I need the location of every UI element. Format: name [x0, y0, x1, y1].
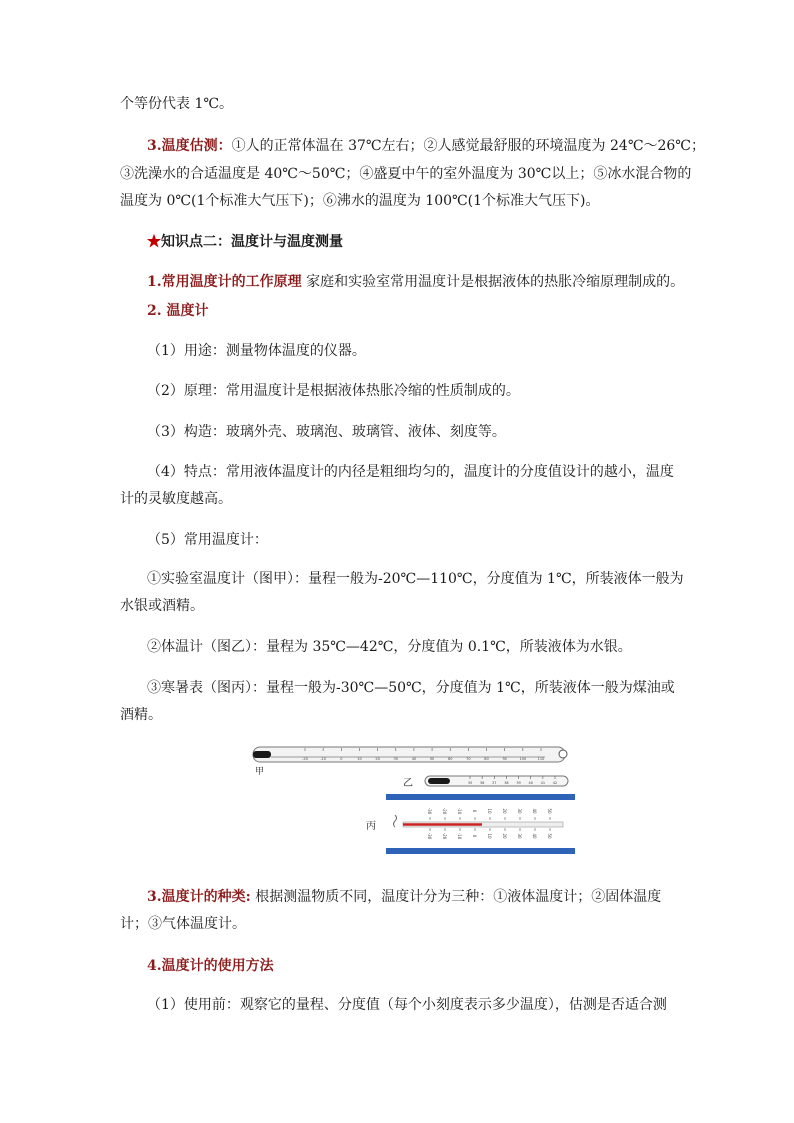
figure-label-yi: 乙 [403, 778, 413, 789]
minmax-thermometer-top-tick-label: 10 [487, 808, 492, 814]
figure-label-jia: 甲 [255, 767, 265, 777]
estimate-line-2: ③洗澡水的合适温度是 40℃～50℃；④盛夏中午的室外温度为 30℃以上；⑤冰水混合物的 [120, 166, 692, 182]
minmax-thermometer-top-tick-label: 40 [532, 808, 537, 814]
lab-thermometer-tick-label: -20 [302, 757, 308, 761]
minmax-thermometer-bottom-tick-label: -30 [427, 832, 432, 840]
types-label: 3.温度计的种类 [147, 889, 246, 905]
minmax-thermometer-bottom-tick-label: 30 [517, 833, 522, 839]
item-principle: （2）原理：常用温度计是根据液体热胀冷缩的性质制成的。 [147, 383, 520, 399]
minmax-thermometer-top-tick-label: 30 [517, 808, 522, 814]
clinical-thermometer-tick-label: 39 [516, 781, 521, 785]
lab-thermometer-tick-label: 60 [447, 757, 453, 761]
estimate-colon: ： [217, 138, 232, 154]
minmax-thermometer-top-tick-label: 50 [547, 808, 552, 814]
item-structure: （3）构造：玻璃外壳、玻璃泡、玻璃管、液体、刻度等。 [147, 424, 506, 440]
thermometer-figure [245, 743, 575, 855]
item-feature-line-1: （4）特点：常用液体温度计的内径是粗细均匀的，温度计的分度值设计的越小，温度 [147, 464, 674, 480]
lab-thermometer-tick-label: 100 [519, 757, 527, 761]
minmax-thermometer-bottom-tick-label: -20 [442, 832, 447, 840]
item-feature-line-2: 计的灵敏度越高。 [120, 491, 232, 507]
estimate-line-3: 温度为 0℃(1个标准大气压下)；⑥沸水的温度为 100℃(1个标准大气压下)。 [120, 193, 600, 209]
lab-thermometer-tick-label: 40 [411, 757, 417, 761]
lab-thermometer-tick-label: 10 [357, 757, 362, 761]
minmax-thermometer-bottom-tick-label: 50 [547, 833, 552, 839]
knowledge-point-2-text: 知识点二：温度计与温度测量 [161, 234, 343, 250]
lab-thermometer-tick-label: 80 [484, 757, 489, 761]
lab-thermometer-line-1: ①实验室温度计（图甲）：量程一般为-20℃—110℃，分度值为 1℃，所装液体一般为 [147, 571, 684, 587]
lab-thermometer-jia [253, 747, 567, 762]
types-line-1 [147, 882, 707, 912]
method-heading: 4.温度计的使用方法 [147, 958, 274, 974]
clinical-thermometer-tick-label: 38 [504, 781, 509, 785]
before-use-line: （1）使用前：观察它的量程、分度值（每个小刻度表示多少温度），估测是否适合测 [147, 997, 667, 1013]
lab-thermometer-line-2: 水银或酒精。 [120, 598, 204, 614]
clinical-thermometer-tick-label: 37 [492, 781, 497, 785]
minmax-thermometer-top-tick-label: 0 [472, 809, 477, 813]
lab-thermometer-tick-label: 70 [466, 757, 471, 761]
minmax-thermometer-bottom-tick-label: 20 [502, 833, 507, 839]
principle-text: 家庭和实验室常用温度计是根据液体的热胀冷缩原理制成的。 [301, 274, 685, 290]
clinical-thermometer-bulb [428, 778, 450, 784]
figure-label-bing: 丙 [366, 821, 376, 832]
minmax-thermometer-top-tick-label: -20 [442, 807, 447, 815]
clinical-thermometer-tick-label: 42 [552, 781, 558, 785]
clinical-thermometer-tick-label: 40 [528, 781, 533, 785]
minmax-thermometer-line-1: ③寒暑表（图丙）：量程一般为-30℃—50℃，分度值为 1℃，所装液体一般为煤油或 [147, 680, 675, 696]
lab-thermometer-tick-label: 90 [502, 757, 507, 761]
lab-thermometer-bulb [253, 751, 271, 758]
estimate-text-1: ①人的正常体温在 37℃左右；②人感觉最舒服的环境温度为 24℃～26℃； [231, 138, 705, 154]
minmax-thermometer-top-tick-label: 20 [502, 808, 507, 814]
types-colon: : [245, 889, 251, 905]
lab-thermometer-tick-label: 110 [537, 757, 545, 761]
minmax-thermometer-bing [386, 794, 575, 854]
estimate-label: 3.温度估测 [147, 138, 218, 154]
clinical-thermometer-tick-label: 36 [479, 781, 485, 785]
minmax-thermometer-top-tick-label: -30 [427, 807, 432, 815]
minmax-thermometer-bottom-tick-label: 0 [472, 834, 477, 838]
minmax-thermometer-bottom-tick-label: 10 [487, 833, 492, 839]
lab-thermometer-tick-label: -10 [320, 757, 327, 761]
clinical-thermometer-line: ②体温计（图乙）：量程为 35℃—42℃，分度值为 0.1℃，所装液体为水银。 [147, 639, 632, 655]
types-text-1: 根据测温物质不同，温度计分为三种：①液体温度计；②固体温度 [250, 889, 662, 905]
intro-line: 个等份代表 1℃。 [120, 96, 234, 112]
clinical-thermometer-tick-label: 35 [467, 781, 473, 785]
clinical-thermometer-tick-label: 41 [540, 781, 546, 785]
estimate-line-1 [147, 131, 707, 161]
types-line-2: 计；③气体温度计。 [120, 916, 246, 932]
minmax-thermometer-bottom-tick-label: -10 [457, 832, 462, 840]
lab-thermometer-tick-label: 50 [429, 757, 435, 761]
thermometer-heading: 2. 温度计 [147, 303, 209, 319]
star-icon: ★ [147, 234, 161, 250]
principle-label: 1.常用温度计的工作原理 [147, 274, 302, 290]
minmax-thermometer-top-tick-label: -10 [457, 807, 462, 815]
knowledge-point-2-title [147, 227, 707, 257]
clinical-thermometer-yi [425, 776, 568, 786]
minmax-thermometer-bottom-tick-label: 40 [532, 833, 537, 839]
lab-thermometer-tick-label: 30 [393, 757, 399, 761]
item-common: （5）常用温度计： [147, 532, 268, 548]
item-use: （1）用途：测量物体温度的仪器。 [147, 343, 366, 359]
minmax-thermometer-line-2: 酒精。 [120, 707, 162, 723]
lab-thermometer-tick-label: 20 [375, 757, 380, 761]
principle-line [147, 267, 707, 297]
lab-thermometer-tick-label: 0 [340, 757, 343, 761]
